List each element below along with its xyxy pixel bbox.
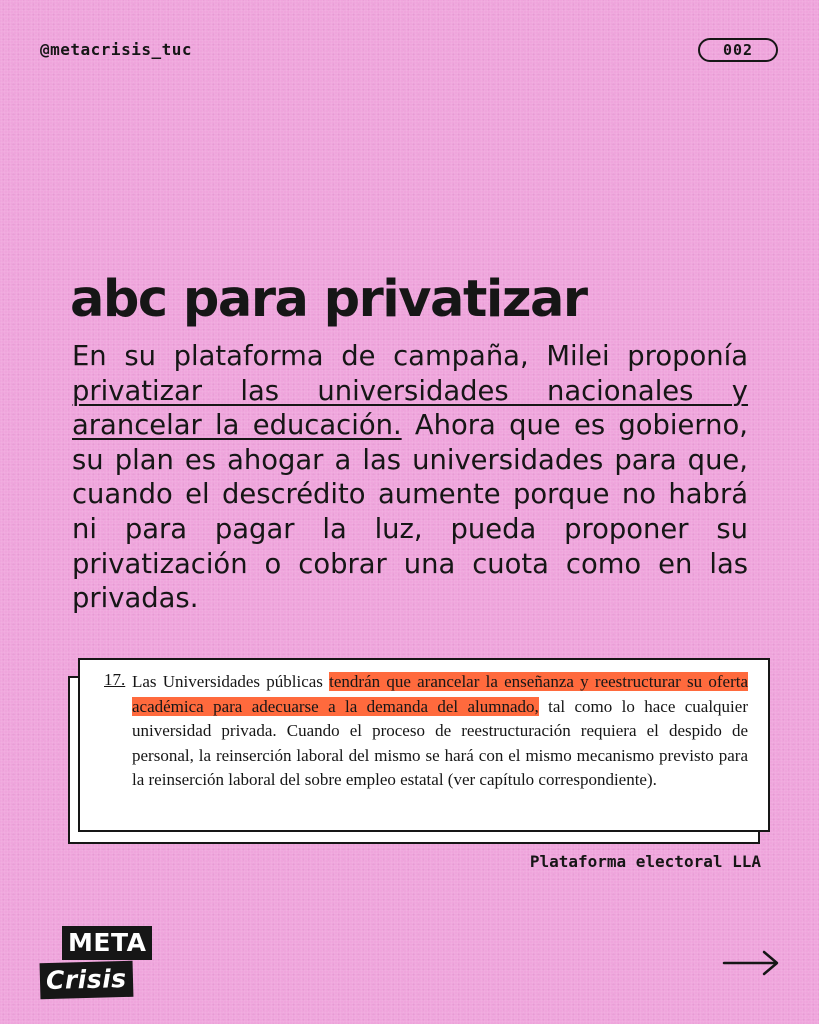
page-number: 002 bbox=[722, 41, 754, 59]
quote-text bbox=[132, 670, 748, 793]
quote-card bbox=[78, 658, 770, 832]
logo-bottom-word: Crisis bbox=[40, 961, 133, 999]
arrow-right-icon[interactable] bbox=[722, 948, 780, 978]
handle: @metacrisis_tuc bbox=[40, 40, 192, 59]
metacrisis-logo bbox=[40, 926, 160, 1000]
body-text-before: En su plataforma de campaña, Milei proponía bbox=[72, 341, 748, 372]
logo-top-word: META bbox=[62, 926, 152, 960]
quote-text-after: tal como lo hace cualquier universidad privada. Cuando el proceso de reestructuración requiera el despido de personal, la reinserción laboral del mismo se hará con el mismo mecanismo previsto para la reinserción laboral del sobre empleo estatal (ver capítulo correspondiente). bbox=[132, 696, 748, 789]
quote-text-before: Las Universidades públicas bbox=[132, 672, 330, 691]
page-number-badge bbox=[698, 38, 778, 62]
body-text-after: Ahora que es gobierno, su plan es ahogar a las universidades para que, cuando el descrédito aumente porque no habrá ni para pagar la luz, pueda proponer su privatización o cobrar una cuota como en las privadas. bbox=[72, 410, 748, 615]
source-caption: Plataforma electoral LLA bbox=[529, 852, 761, 871]
quote-number: 17. bbox=[104, 670, 126, 689]
page-title: abc para privatizar bbox=[70, 270, 587, 329]
quote-highlighted-text: tendrán que arancelar la enseñanza y reestructurar su oferta académica para adecuarse a la demanda del alumnado, bbox=[132, 672, 749, 716]
body-underlined-text: privatizar las universidades nacionales y arancelar la educación. bbox=[72, 375, 748, 442]
body-text bbox=[72, 340, 748, 617]
